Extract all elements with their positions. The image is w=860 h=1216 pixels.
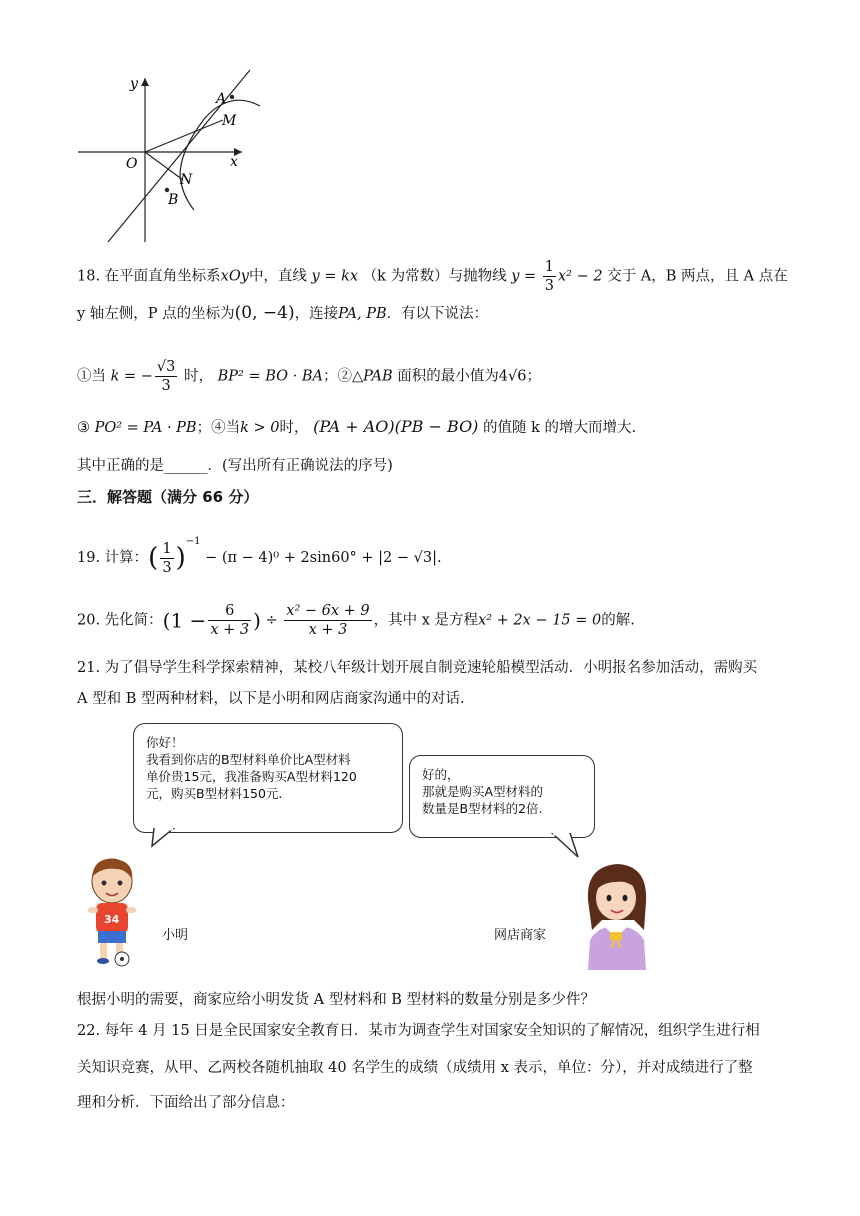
speech-bubble-merchant [409,755,595,838]
statement-2-text: 面积的最小值为 [397,368,499,385]
section-heading: 三．解答题（满分 66 分） [77,488,259,506]
frac-den: x + 3 [308,622,348,638]
statement-1-prefix: ①当 [77,368,106,385]
q20-fraction-1 [208,602,251,639]
q19-exponent: −1 [185,536,201,547]
statement-2-triangle: △PAB [351,368,393,385]
statement-1-fraction [155,358,177,395]
bubble-tail-left [150,828,190,850]
frac-den: x + 3 [210,622,250,638]
q19-end: . [437,550,442,566]
parabola-fraction [543,258,556,295]
q21-line2: A 型和 B 型两种材料，以下是小明和网店商家沟通中的对话. [77,691,465,707]
statement-1-k: k = − [110,368,153,385]
statement-2-end: ； [526,368,541,385]
paren-left: ( [148,543,159,573]
bubble-line: 好的， [422,767,460,782]
q18-text: ．有以下说法： [386,306,489,322]
q22-text: 每年 4 月 15 日是全民国家安全教育日．某市为调查学生对国家安全知识的了解情况，组织学生进行相 [104,1023,760,1039]
statement-4-condition: k > 0 [240,420,280,436]
q18-xoy: xOy [220,268,249,285]
x-axis-label: x [230,154,238,170]
q20-line [77,602,635,639]
statement-4-expression: (PA + AO)(PB − BO) [313,417,479,436]
q19-prefix: 计算： [104,550,149,566]
boy-label: 小明 [162,928,189,943]
bubble-line: 那就是购买A型材料的 [422,784,544,799]
q18-statements-1-2 [77,358,541,395]
statement-separator: ；② [322,368,352,385]
q18-text: ，连接 [294,306,339,322]
question-number: 19. [77,550,101,566]
frac-num: √3 [156,359,176,375]
q21-line1 [77,658,757,678]
point-n-label: N [180,172,193,188]
q21-text: 为了倡导学生科学探索精神，某校八年级计划开展自制竞速轮船模型活动．小明报名参加活动，需购买 [104,660,758,676]
question-number: 20. [77,612,101,629]
parabola-lhs: y = [511,268,537,285]
q18-answer-prompt: 其中正确的是______．(写出所有正确说法的序号) [77,458,393,474]
q20-text: ，其中 x 是方程 [373,612,479,629]
question-number: 18. [77,268,101,285]
q20-paren-close: ) [253,608,261,633]
statement-1-equation: BP² = BO · BA [217,368,323,385]
merchant-label: 网店商家 [494,928,547,943]
segments-pa-pb: PA, PB [338,306,387,322]
statement-4-text: 时， [279,420,309,436]
frac-den: 3 [544,278,554,294]
bubble-line: 单价贵15元，我准备购买A型材料120 [146,769,357,784]
frac-den: 3 [161,378,171,394]
q18-text: 交于 A，B 两点，且 A 点在 [607,268,788,285]
frac-num: 1 [162,540,172,557]
q18-statements-3-4 [77,417,636,438]
q18-line2 [77,303,488,324]
bubble-line: 我看到你店的B型材料单价比A型材料 [146,752,351,767]
bubble-line: 元，购买B型材料150元. [146,786,283,801]
q19-line [77,532,442,577]
statement-separator: ；④当 [196,420,241,436]
question-number: 21. [77,660,101,676]
q18-line1 [77,258,788,295]
frac-num: 1 [544,259,554,275]
q22-line1 [77,1021,760,1041]
y-axis-label: y [130,76,138,92]
point-p-coordinate: (0, −4) [234,303,295,323]
q20-fraction-2 [284,602,371,639]
q18-text: 在平面直角坐标系 [104,268,221,285]
statement-1-text: 时， [184,368,213,385]
paren-right: ) [175,543,186,573]
q22-line2: 关知识竞赛，从甲、乙两校各随机抽取 40 名学生的成绩（成绩用 x 表示，单位：分），并对成绩进行了整 [77,1060,753,1076]
q19-expression: − (π − 4)⁰ + 2sin60° + |2 − √3| [205,550,437,566]
line-equation: y = kx [311,268,359,285]
origin-label: O [126,156,138,172]
q20-paren-open: (1 − [162,608,207,633]
question-number: 22. [77,1023,101,1039]
bubble-tail-right [548,833,588,861]
merchant-illustration [578,860,656,970]
q22-line3: 理和分析．下面给出了部分信息： [77,1095,295,1111]
frac-den: 3 [162,559,172,576]
point-m-label: M [222,113,237,129]
q18-text: （k 为常数）与抛物线 [362,268,507,285]
frac-num: x² − 6x + 9 [286,603,370,619]
bubble-line: 你好！ [146,735,184,750]
q20-end: 的解. [601,612,635,629]
q19-fraction [160,540,173,577]
point-a-label: A [216,91,227,107]
q20-divide: ÷ [265,612,278,629]
statement-3-equation: PO² = PA · PB [94,420,197,436]
q20-equation: x² + 2x − 15 = 0 [478,612,602,629]
statement-3-prefix: ③ [77,420,90,436]
statement-2-value: 4√6 [498,368,527,385]
speech-bubble-boy [133,723,403,833]
boy-illustration [82,855,142,967]
frac-num: 6 [208,602,251,621]
q20-prefix: 先化简： [104,612,163,629]
q18-text: y 轴左侧，P 点的坐标为 [77,306,235,322]
bubble-line: 数量是B型材料的2倍. [422,801,543,816]
parabola-rhs: x² − 2 [558,268,603,285]
coordinate-graph [70,60,270,250]
jersey-number: 34 [104,913,120,926]
statement-4-end: 的值随 k 的增大而增大. [483,420,637,436]
point-b-label: B [168,192,179,208]
q18-text: 中，直线 [248,268,307,285]
q21-question: 根据小明的需要，商家应给小明发货 A 型材料和 B 型材料的数量分别是多少件？ [77,992,596,1008]
